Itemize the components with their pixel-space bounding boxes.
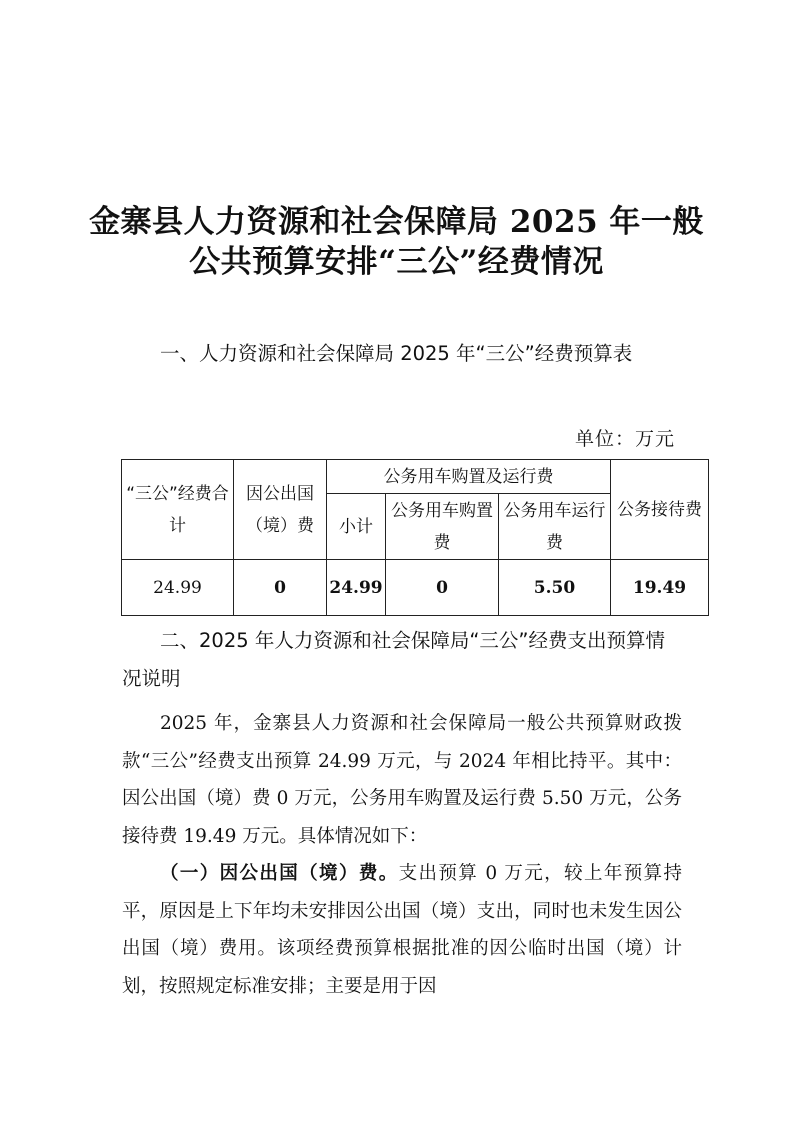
cell-total: 24.99 <box>122 560 234 616</box>
section1-heading: 一、人力资源和社会保障局 2025 年“三公”经费预算表 <box>160 342 633 365</box>
unit-label: 单位：万元 <box>574 428 675 450</box>
paragraph-abroad-lead: （一）因公出国（境）费。 <box>160 863 399 884</box>
budget-table <box>121 459 709 616</box>
header-abroad: 因公出国（境）费 <box>234 460 327 560</box>
document-title-line2: 公共预算安排“三公”经费情况 <box>189 244 604 280</box>
header-vehicle-group: 公务用车购置及运行费 <box>327 460 611 494</box>
cell-abroad: 0 <box>234 560 327 616</box>
cell-vehicle-operation: 5.50 <box>499 560 611 616</box>
header-total: “三公”经费合计 <box>122 460 234 560</box>
header-vehicle-purchase: 公务用车购置费 <box>386 494 499 560</box>
cell-reception: 19.49 <box>611 560 709 616</box>
header-reception: 公务接待费 <box>611 460 709 560</box>
paragraph-summary: 2025 年，金寨县人力资源和社会保障局一般公共预算财政拨款“三公”经费支出预算 24.99 万元，与 2024 年相比持平。其中：因公出国（境）费 0 万元，公务用车购置及运行费 5.50 万元，公务接待费 19.49 万元。具体情况如下： <box>122 713 682 847</box>
table-row <box>122 560 709 616</box>
section2-heading: 二、2025 年人力资源和社会保障局“三公”经费支出预算情况说明 <box>122 629 666 690</box>
header-vehicle-operation: 公务用车运行费 <box>499 494 611 560</box>
cell-subtotal: 24.99 <box>327 560 386 616</box>
paragraph-abroad <box>122 855 682 1005</box>
document-title-line1: 金寨县人力资源和社会保障局 2025 年一般 <box>89 204 704 240</box>
header-subtotal: 小计 <box>327 494 386 560</box>
cell-vehicle-purchase: 0 <box>386 560 499 616</box>
paragraph-abroad-text: 支出预算 0 万元，较上年预算持平，原因是上下年均未安排因公出国（境）支出，同时也未发生因公出国（境）费用。该项经费预算根据批准的因公临时出国（境）计划，按照规定标准安排；主要是用于因 <box>122 863 682 997</box>
